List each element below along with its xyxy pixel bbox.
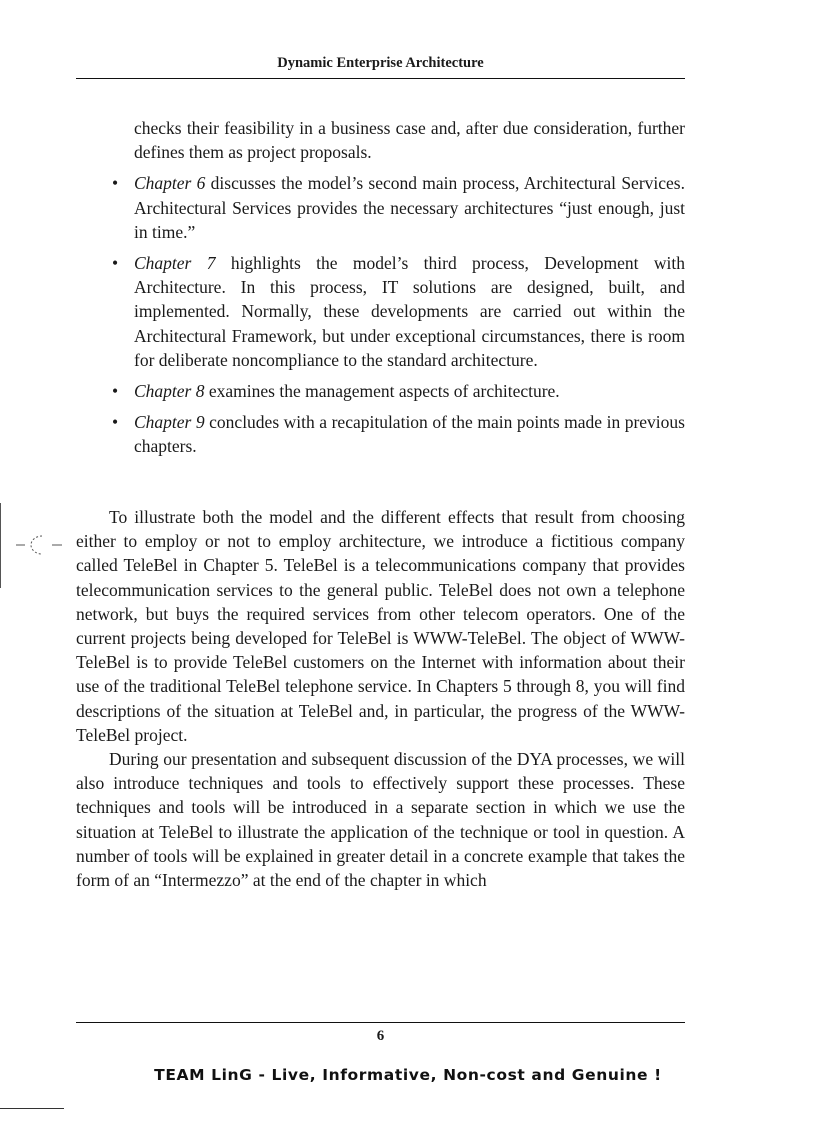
chapter-reference: Chapter 9 xyxy=(134,412,205,433)
paragraph-telebel: To illustrate both the model and the different effects that result from choosing either to employ or not to employ architecture, we introduce a fictitious company called TeleBel in Chapter 5. TeleBel is a telecommunications company that provides telecommunication services to the general public. TeleBel does not own a telephone network, but buys the required services from other telecom operators. One of the current projects being developed for TeleBel is WWW-TeleBel. The object of WWW-TeleBel is to provide TeleBel customers on the Internet with information about their use of the traditional TeleBel telephone service. In Chapters 5 through 8, you will find descriptions of the situation at TeleBel and, in particular, the progress of the WWW-TeleBel project. xyxy=(76,507,685,745)
list-item-text: examines the management aspects of architecture. xyxy=(204,381,560,402)
paragraph-dya-processes: During our presentation and subsequent discussion of the DYA processes, we will also introduce techniques and tools to effectively support these processes. These techniques and tools will be introduced in a separate section in which we use the situation at TeleBel to illustrate the application of the technique or tool in question. A number of tools will be explained in greater detail in a concrete example that takes the form of an “Intermezzo” at the end of the chapter in which xyxy=(76,749,685,891)
header-rule xyxy=(76,78,685,79)
footer-banner: TEAM LinG - Live, Informative, Non-cost and Genuine ! xyxy=(154,1066,662,1084)
list-item-chapter-9 xyxy=(112,410,685,458)
bullet-icon: • xyxy=(112,381,119,402)
margin-bar xyxy=(0,503,1,588)
bullet-icon: • xyxy=(112,173,119,194)
footer-rule xyxy=(76,1022,685,1023)
list-continuation-text: checks their feasibility in a business case and, after due consideration, further defines them as project proposals. xyxy=(134,118,685,163)
list-item-text: highlights the model’s third process, Development with Architecture. In this process, IT solutions are designed, built, and implemented. Normally, these developments are carried out within the Architectural Framework, but under exceptional circumstances, there is room for deliberate noncompliance to the standard architecture. xyxy=(134,253,685,370)
list-item-text: discusses the model’s second main process, Architectural Services. Architectural Services provides the necessary architectures “just enough, just in time.” xyxy=(134,173,685,242)
chapter-reference: Chapter 8 xyxy=(134,381,205,402)
crop-mark-icon xyxy=(16,533,64,559)
list-item-text: concludes with a recapitulation of the main points made in previous chapters. xyxy=(134,412,685,457)
chapter-reference: Chapter 6 xyxy=(134,173,206,194)
bullet-icon: • xyxy=(112,412,119,433)
chapter-reference: Chapter 7 xyxy=(134,253,216,274)
body-text xyxy=(76,505,685,892)
bullet-icon: • xyxy=(112,253,119,274)
list-item-chapter-7 xyxy=(112,251,685,372)
page-number: 6 xyxy=(376,1028,385,1044)
bottom-corner-rule xyxy=(0,1108,64,1109)
running-head: Dynamic Enterprise Architecture xyxy=(277,55,484,71)
list-item-chapter-8 xyxy=(112,379,685,403)
list-item-chapter-6 xyxy=(112,171,685,244)
chapter-overview-list xyxy=(76,116,685,459)
